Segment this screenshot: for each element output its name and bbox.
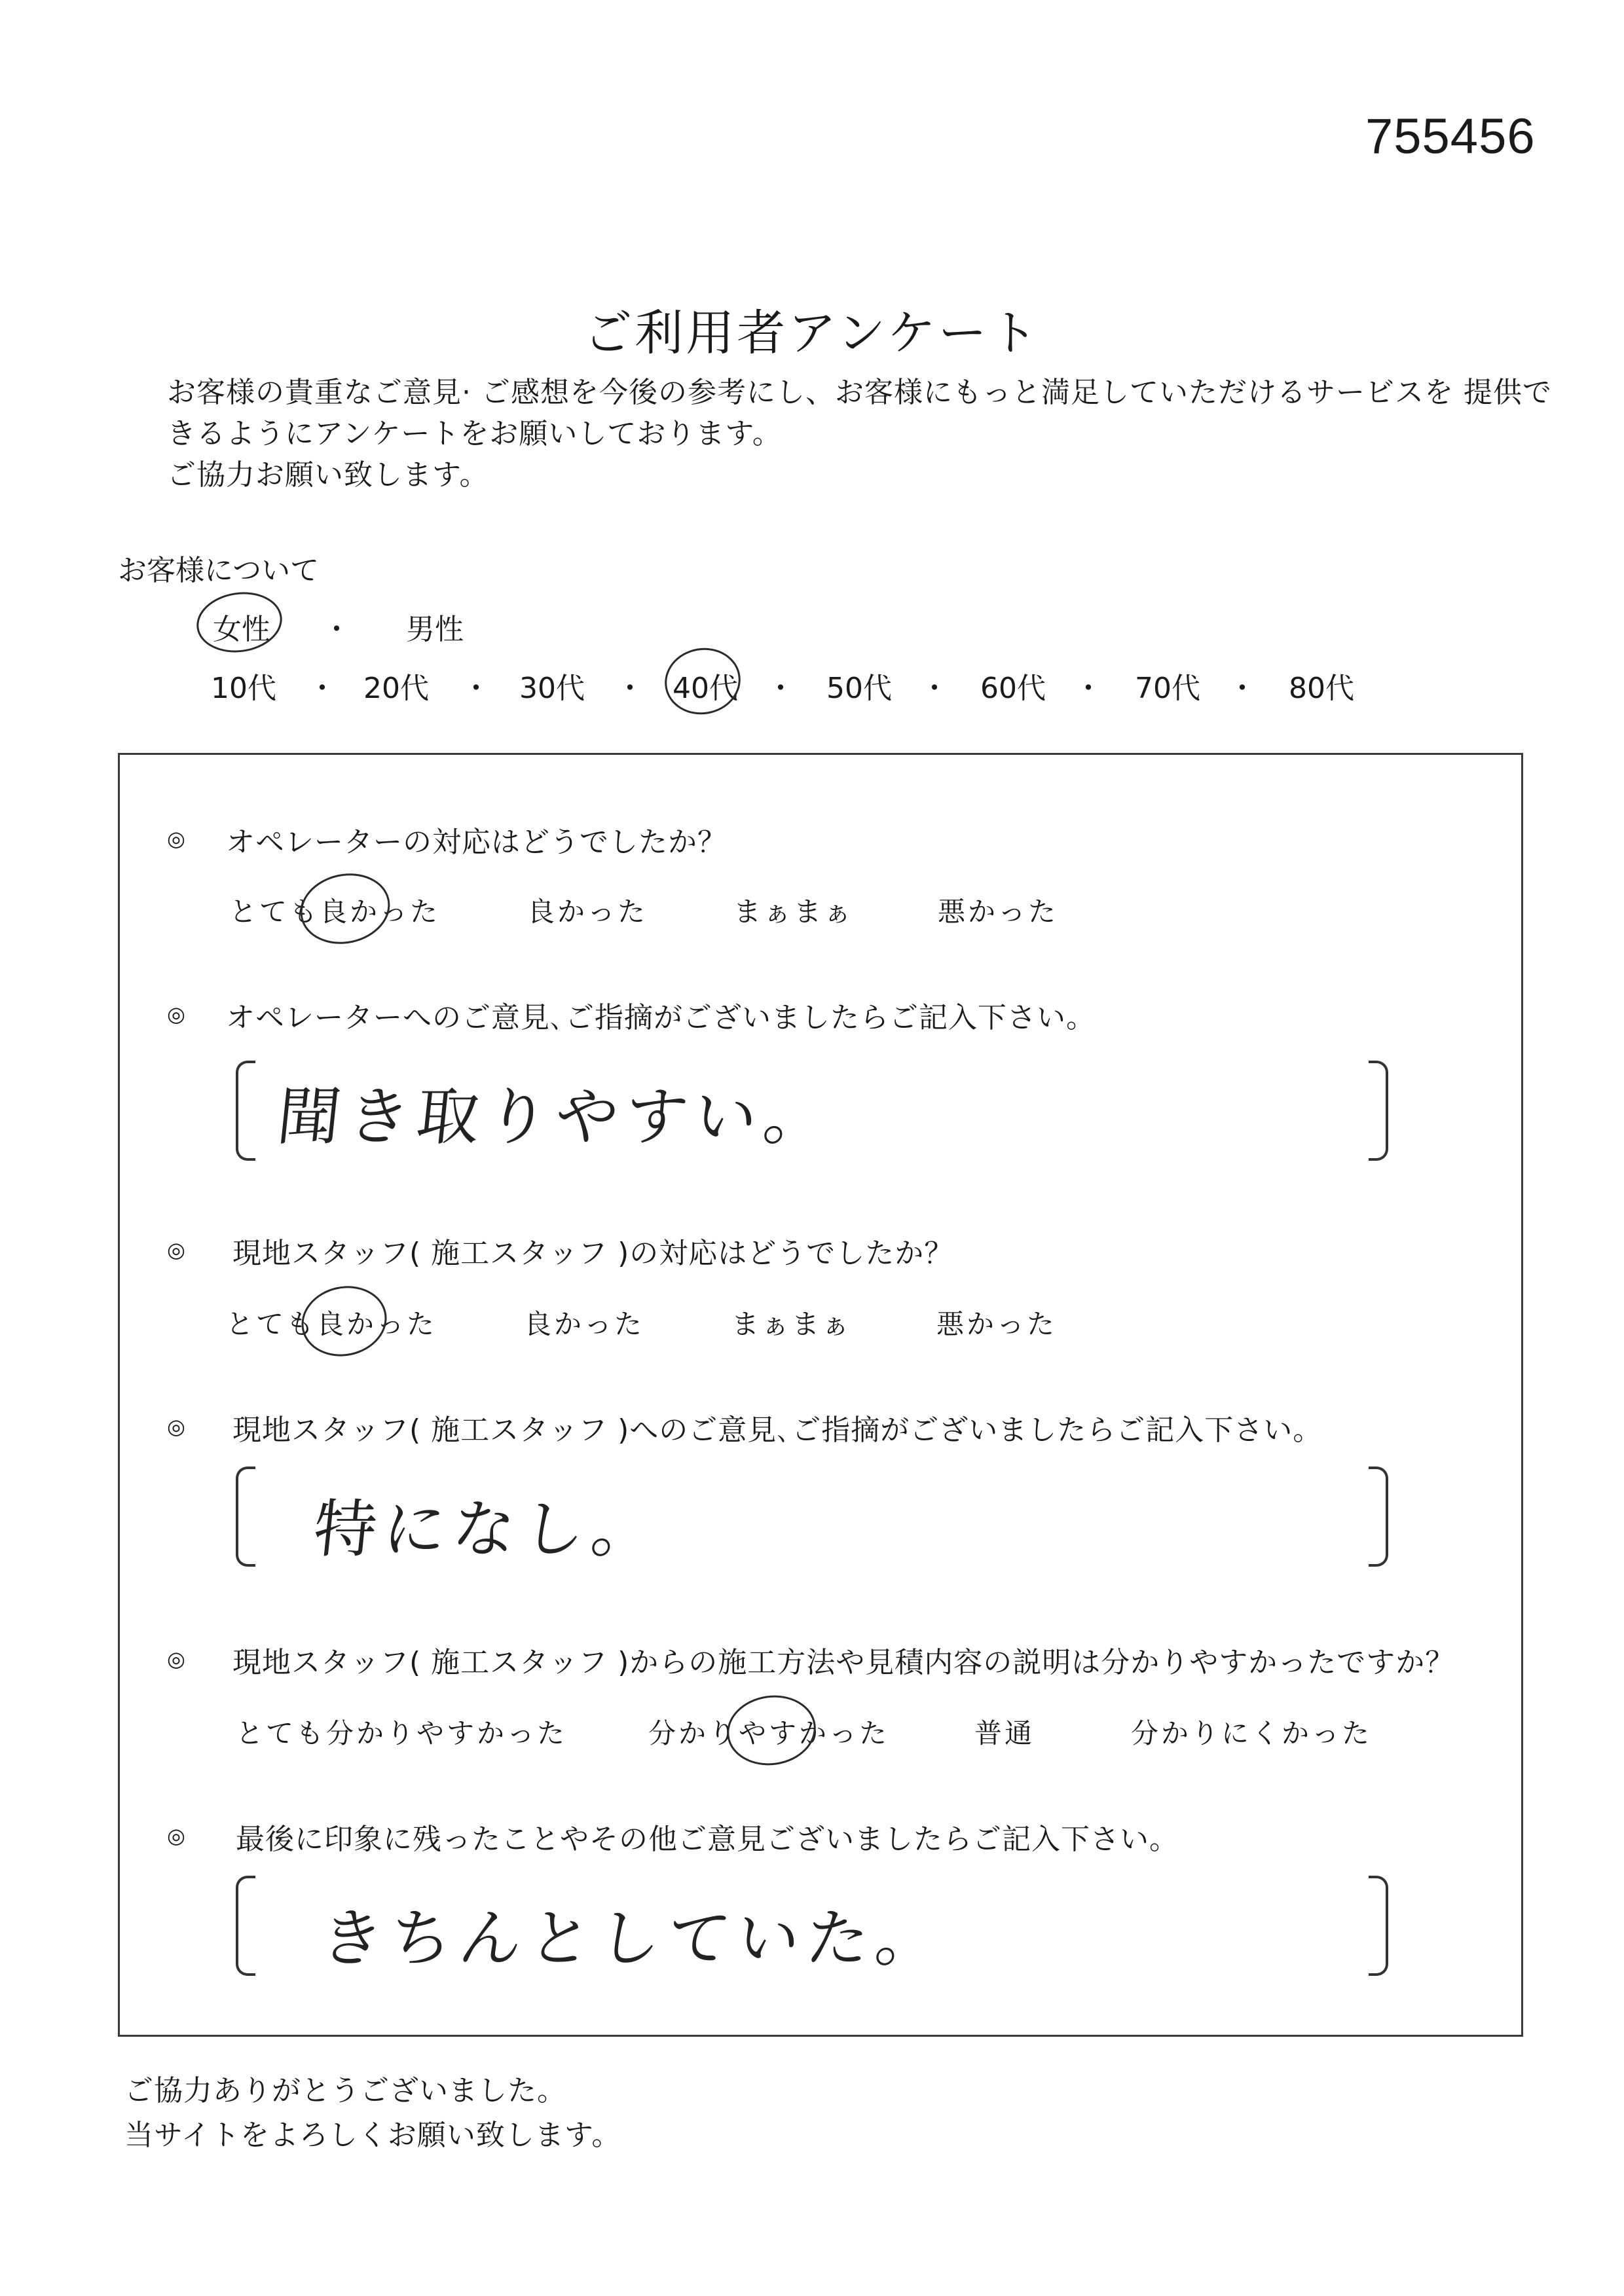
separator: ・ xyxy=(766,672,795,705)
age-option-50s[interactable]: 50代 xyxy=(826,672,892,705)
question-marker: ◎ xyxy=(167,1414,185,1439)
age-option-20s[interactable]: 20代 xyxy=(363,672,429,705)
question-marker: ◎ xyxy=(167,826,185,851)
question-marker: ◎ xyxy=(167,1002,185,1027)
age-option-30s[interactable]: 30代 xyxy=(519,672,585,705)
intro-text xyxy=(167,372,1552,496)
separator: ・ xyxy=(462,672,490,705)
document-id: 755456 xyxy=(1365,109,1536,164)
q1-option-bad[interactable]: 悪かった xyxy=(938,896,1059,928)
question-5-text: 現地スタッフ( 施工スタッフ )からの施工方法や見積内容の説明は分かりやすかったですか？ xyxy=(232,1646,1455,1679)
question-3-text: 現地スタッフ( 施工スタッフ )の対応はどうでしたか？ xyxy=(232,1237,954,1270)
q2-handwritten-answer: 聞き取りやすい。 xyxy=(274,1080,838,1154)
q3-option-good[interactable]: 良かった xyxy=(524,1308,645,1340)
selection-circle xyxy=(193,587,286,657)
q1-option-good[interactable]: 良かった xyxy=(527,896,648,928)
q3-option-very-good[interactable]: とても良かった xyxy=(226,1308,437,1340)
answer-bracket-left xyxy=(236,1876,255,1976)
gender-option-male[interactable]: 男性 xyxy=(406,613,464,646)
footer-line: ご協力ありがとうございました。 xyxy=(124,2074,566,2107)
question-marker: ◎ xyxy=(167,1237,185,1262)
q5-option-unclear[interactable]: 分かりにくかった xyxy=(1131,1717,1373,1749)
customer-section-heading: お客様について xyxy=(118,554,320,587)
separator: ・ xyxy=(1228,672,1257,705)
answer-bracket-right xyxy=(1369,1467,1388,1567)
age-option-40s[interactable]: 40代 xyxy=(673,672,738,705)
age-option-60s[interactable]: 60代 xyxy=(980,672,1046,705)
separator: ・ xyxy=(322,613,351,646)
page-title: ご利用者アンケート xyxy=(583,305,1041,361)
separator: ・ xyxy=(616,672,644,705)
intro-line: ご協力お願い致します。 xyxy=(167,458,489,492)
footer-text xyxy=(124,2069,621,2158)
separator: ・ xyxy=(308,672,337,705)
q3-option-bad[interactable]: 悪かった xyxy=(936,1308,1058,1340)
answer-bracket-left xyxy=(236,1061,255,1161)
separator: ・ xyxy=(920,672,949,705)
selection-circle xyxy=(659,642,746,721)
gender-option-female[interactable]: 女性 xyxy=(213,613,270,646)
q5-option-clear[interactable]: 分かりやすかった xyxy=(648,1717,890,1749)
question-2-text: オペレーターへのご意見､ご指摘がございましたらご記入下さい。 xyxy=(226,1001,1096,1034)
q5-option-very-clear[interactable]: とても分かりやすかった xyxy=(236,1717,568,1749)
footer-line: 当サイトをよろしくお願い致します。 xyxy=(124,2119,621,2152)
intro-line: きるようにアンケートをお願いしております。 xyxy=(167,417,782,450)
age-option-10s[interactable]: 10代 xyxy=(211,672,276,705)
q1-option-so-so[interactable]: まぁまぁ xyxy=(733,896,855,928)
question-4-text: 現地スタッフ( 施工スタッフ )へのご意見､ご指摘がございましたらご記入下さい。 xyxy=(232,1413,1323,1447)
answer-bracket-right xyxy=(1369,1061,1388,1161)
question-6-text: 最後に印象に残ったことやその他ご意見ございましたらご記入下さい。 xyxy=(236,1823,1179,1856)
q6-handwritten-answer: きちんとしていた。 xyxy=(316,1902,950,1975)
answer-bracket-right xyxy=(1369,1876,1388,1976)
question-marker: ◎ xyxy=(167,1647,185,1671)
q5-option-normal[interactable]: 普通 xyxy=(974,1717,1035,1749)
age-option-80s[interactable]: 80代 xyxy=(1289,672,1354,705)
q1-option-very-good[interactable]: とても良かった xyxy=(229,896,441,928)
question-1-text: オペレーターの対応はどうでしたか？ xyxy=(226,826,727,859)
separator: ・ xyxy=(1074,672,1103,705)
q4-handwritten-answer: 特になし。 xyxy=(310,1493,665,1566)
question-marker: ◎ xyxy=(167,1823,185,1848)
intro-line: お客様の貴重なご意見· ご感想を今後の参考にし、お客様にもっと満足していただけるサービスを 提供で xyxy=(167,376,1552,409)
q3-option-so-so[interactable]: まぁまぁ xyxy=(731,1308,853,1340)
answer-bracket-left xyxy=(236,1467,255,1567)
age-option-70s[interactable]: 70代 xyxy=(1135,672,1200,705)
